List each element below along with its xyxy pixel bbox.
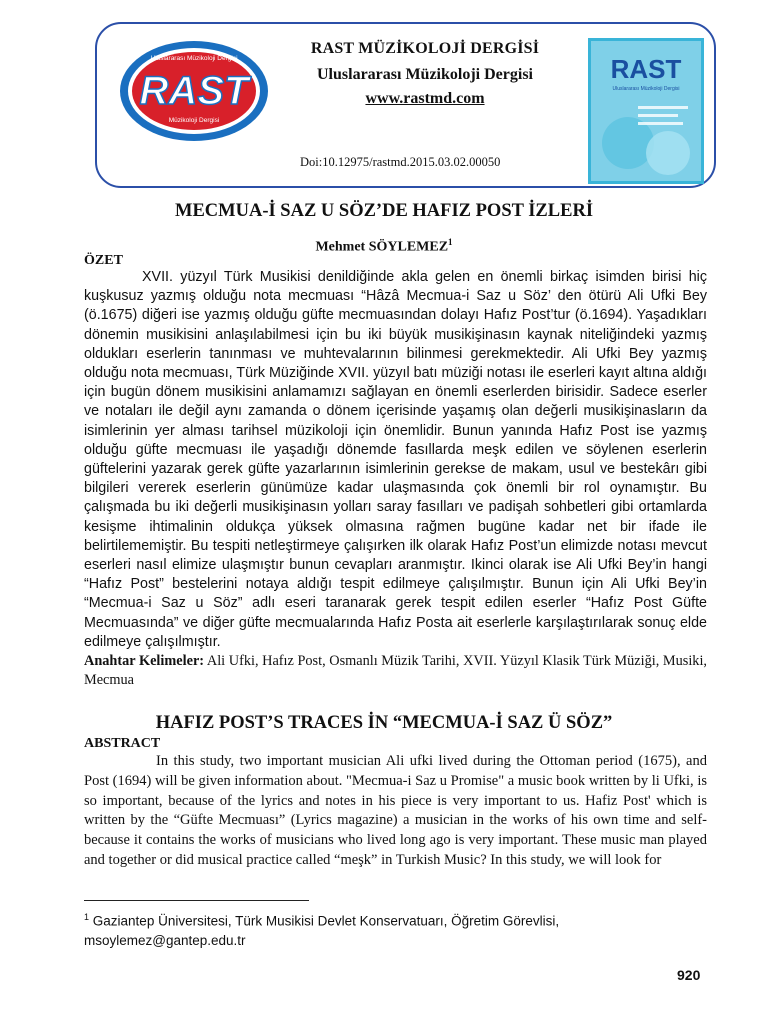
ozet-heading: ÖZET <box>84 253 123 268</box>
keywords-text: Ali Ufki, Hafız Post, Osmanlı Müzik Tarihi, XVII. Yüzyıl Klasik Türk Müziği, Musiki, Mecmua <box>84 653 707 689</box>
journal-cover-image <box>588 38 704 184</box>
footnote-divider <box>84 900 309 901</box>
author-footnote-mark: 1 <box>448 237 453 247</box>
keywords-line <box>84 653 707 688</box>
footnote-mark: 1 <box>84 912 90 922</box>
logo-top-text: Uluslararası Müzikoloji Dergisi <box>150 55 238 62</box>
journal-website-link[interactable]: www.rastmd.com <box>365 90 485 107</box>
journal-subtitle: Uluslararası Müzikoloji Dergisi <box>317 66 533 83</box>
journal-name: RAST MÜZİKOLOJİ DERGİSİ <box>310 40 540 57</box>
logo-bottom-text: Müzikoloji Dergisi <box>168 117 220 124</box>
keywords-label: Anahtar Kelimeler: <box>84 653 205 670</box>
abstract-heading: ABSTRACT <box>84 736 161 751</box>
ozet-text: XVII. yüzyıl Türk Musikisi denildiğinde akla gelen en önemli birkaç isimden birisi hiç kuşkusuz yazmış olduğu nota mecmuası “Hâzâ Mecmua-i Saz u Söz’ den ötürü Ali Ufki Bey (ö.1675) diğeri ise yazmış olduğu güfte mecmuasından dolayı Hafız Post’tur (ö.1694). Yaşadıkları dönemin musikisini anlaşılabilmesi için bu iki büyük musikişinasın kaynak niteliğindeki yazmış oldukları eserlerin tanınması ve muhtevalarının bilinmesi gerekmektedir. Ali Ufki Bey yazmış olduğu nota mecmuası, Türk Müziğinde XVII. yüzyıl batı müziği notası ile eserleri kayıt altına aldığı için bugün dönem musikisini anlamamızı sağlayan en önemli eserlerden birisidir. Sadece eserler ve notaları ile değil aynı zamanda o dönem içerisinde yaşamış olan değerli musikişinasların da isimlerinin yer alması tarihsel müzikoloji için önemlidir. Bunun yanında Hafız Post ise yazmış olduğu güfte mecmuası ile yaşadığı dönemde fasıllarda meşk edilen ve söylenen eserlerin güftelerini yazarak gerek güfte yazarlarının isimlerinin gerekse de makam, usul ve bestekârı gibi bilgileri vererek eserlerin günümüze kadar ulaşmasında çok önemli bir rol oynamıştır. Bu çalışmada bu iki değerli musikişinasın yolları saray fasılları ve padişah sohbetleri gibi ortamlarda kesişme ihtimalinin oldukça yüksek olmasına rağmen bugüne kadar net bir ifade ile belirtilememiştir. Bu tespiti netleştirmeye çalışırken ilk olarak Hafız Post’un elimizde notası mevcut eserleri nasıl elimize ulaşmıştır bunun cevapları aranmıştır. Ikinci olarak ise Ali Ufki Bey’in hangi “Hafız Post” bestelerini notaya aldığı tespit edilmeye çalışılmıştır. Bunun için Ali Ufki Bey’in “Mecmua-i Saz u Söz” adlı eseri taranarak gerek tespit edilen eserler “Hafız Post Güfte Mecmuasında” ve diğer güfte mecmualarında Hafız Posta ait eserlerle karşılaştırılarak sonuç elde edilmeye çalışılmıştır. <box>84 269 707 650</box>
abstract-paragraph <box>84 752 707 871</box>
logo-text: RAST <box>139 69 249 113</box>
article-title: MECMUA-İ SAZ U SÖZ’DE HAFIZ POST İZLERİ <box>174 201 594 221</box>
cover-subtitle: Uluslararası Müzikoloji Dergisi <box>612 86 680 92</box>
doi-text: Doi:10.12975/rastmd.2015.03.02.00050 <box>300 155 501 169</box>
abstract-text: In this study, two important musician Ali ufki lived during the Ottoman period (1675), and Post (1694) will be given information about. "Mecmua-i Saz u Promise" a music book written by li Ufki, is so important, because of the lyrics and notes in his piece is very important to us. Hafiz Post' which is written by the “Güfte Mecmuası” (Lyrics magazine) a musician in the works of his own time and self-because it contains the works of musicians who lived long ago is very important. These music man played and together or did musical practice called “meşk” in Turkish Music? In this study, we will look for <box>84 753 707 868</box>
cover-title: RAST <box>610 54 682 84</box>
page-number: 920 <box>677 967 701 983</box>
author-name: Mehmet SÖYLEMEZ <box>315 239 449 255</box>
english-title: HAFIZ POST’S TRACES İN “MECMUA-İ SAZ Ü SÖZ” <box>155 713 613 733</box>
footnote-text: Gaziantep Üniversitesi, Türk Musikisi Devlet Konservatuarı, Öğretim Görevlisi, msoylemez@gantep.edu.tr <box>84 913 560 948</box>
ozet-paragraph <box>84 268 707 690</box>
journal-heading <box>280 40 570 108</box>
rast-logo <box>118 38 270 144</box>
footnote <box>84 908 684 950</box>
